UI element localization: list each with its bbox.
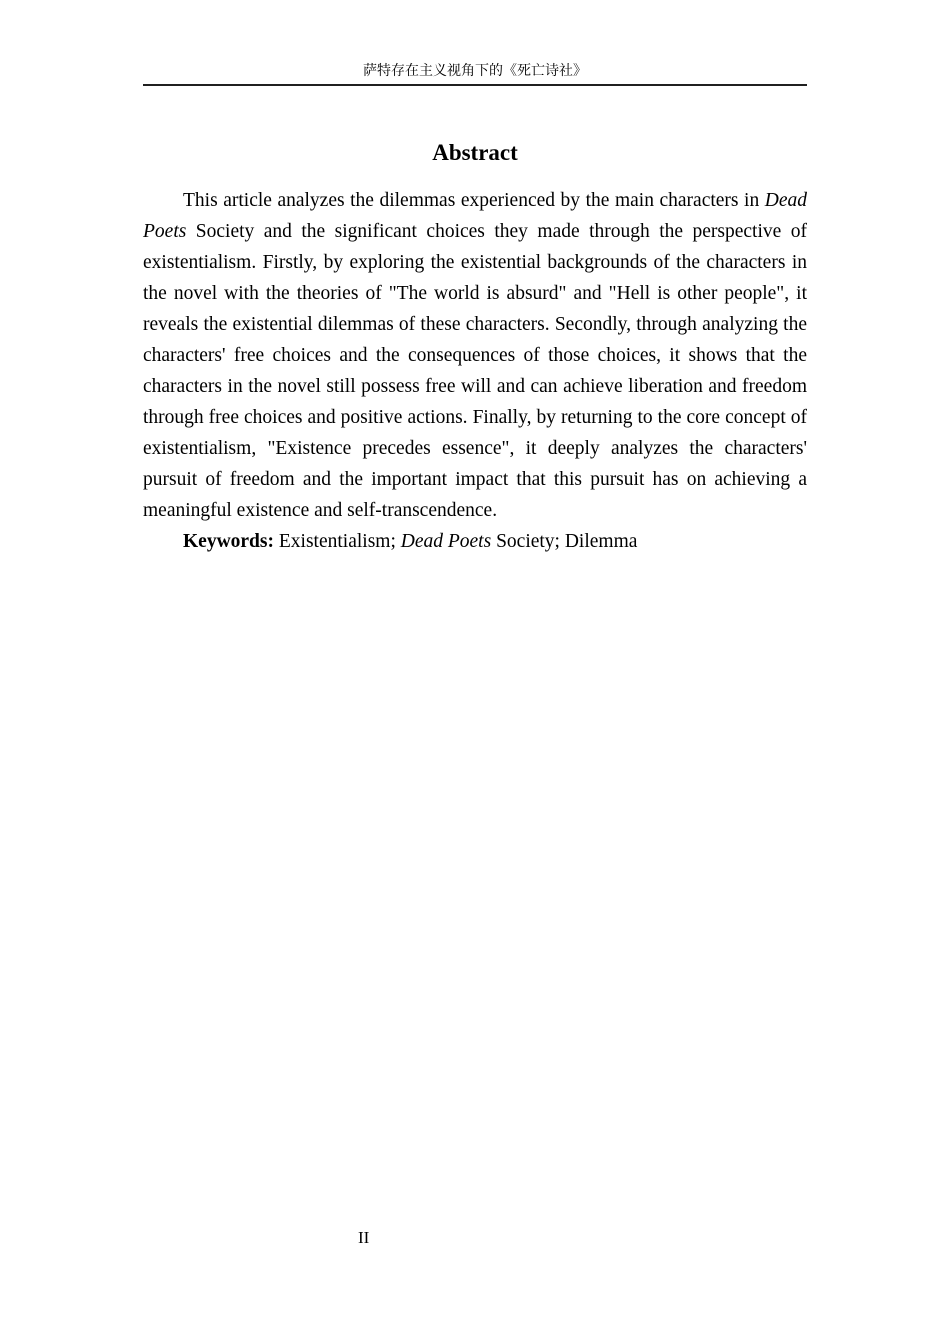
text-segment: Dead Poets [143,190,807,242]
text-segment: Dead Poets [400,531,492,552]
text-segment: Keywords: [183,531,274,552]
running-header [143,63,807,86]
abstract-paragraph [143,185,807,526]
page-number: II [358,1228,370,1247]
abstract-title: Abstract [432,140,518,165]
running-header-title: 萨特存在主义视角下的《死亡诗社》 [363,64,587,79]
abstract-body [143,185,807,557]
text-segment: Society; Dilemma [491,531,638,552]
text-segment: Society and the significant choices they made through the perspective of existentialism. Firstly, by exploring the existential backgrounds of the characters in the novel with the theories of "The world is absurd" and "Hell is other people", it reveals the existential dilemmas of these characters. Secondly, through analyzing the characters' free choices and the consequences of those choices, it shows that the characters in the novel still possess free will and can achieve liberation and freedom through free choices and positive actions. Finally, by returning to the core concept of existentialism, "Existence precedes essence", it deeply analyzes the characters' pursuit of freedom and the important impact that this pursuit has on achieving a meaningful existence and self-transcendence. [143,221,807,521]
keywords-line [143,526,807,557]
text-segment: This article analyzes the dilemmas experienced by the main characters in [183,190,765,211]
text-segment: Existentialism; [274,531,401,552]
